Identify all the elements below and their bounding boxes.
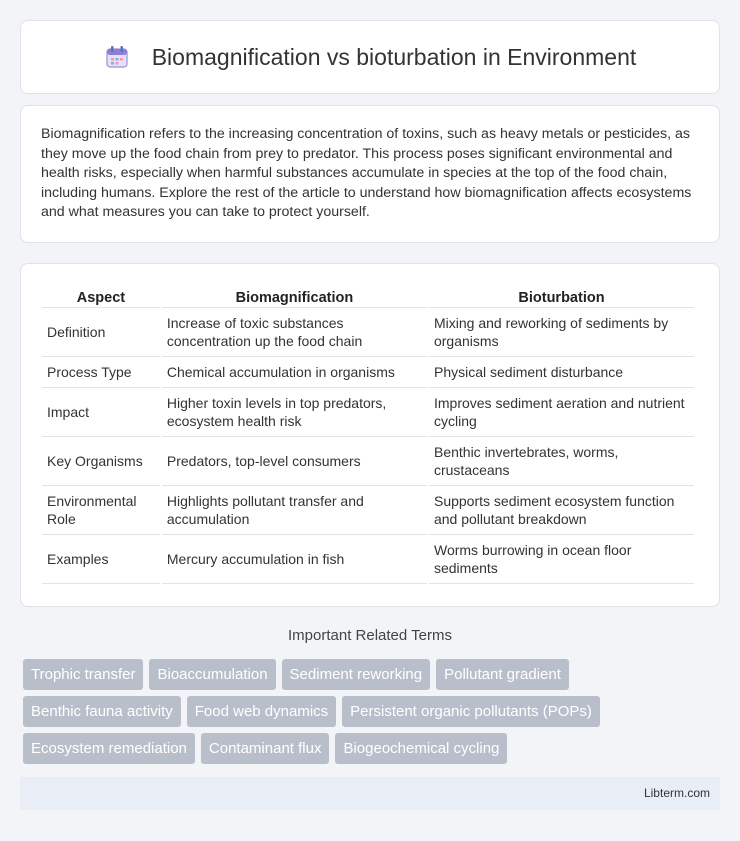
row-bioturbation: Supports sediment ecosystem function and pollutant breakdown xyxy=(429,486,694,535)
related-term-tag[interactable]: Sediment reworking xyxy=(282,659,431,690)
table-row xyxy=(42,535,694,584)
column-header-bioturbation: Bioturbation xyxy=(429,280,694,308)
related-term-tag[interactable]: Biogeochemical cycling xyxy=(335,733,507,764)
related-terms-list xyxy=(23,659,723,770)
table-row xyxy=(42,357,694,388)
tag-row xyxy=(23,659,723,690)
column-header-biomagnification: Biomagnification xyxy=(162,280,427,308)
intro-text: Biomagnification refers to the increasing concentration of toxins, such as heavy metals or pesticides, as they move up the food chain from prey to predator. This process poses significant environmental and health risks, especially when harmful substances accumulate in species at the top of the food chain, including humans. Explore the rest of the article to understand how biomagnification affects ecosystems and what measures you can take to protect yourself. xyxy=(41,126,692,221)
row-aspect: Environmental Role xyxy=(42,486,160,535)
table-row xyxy=(42,486,694,535)
row-bioturbation: Worms burrowing in ocean floor sediments xyxy=(429,535,694,584)
row-aspect: Examples xyxy=(42,535,160,584)
tag-row xyxy=(23,696,723,727)
row-bioturbation: Mixing and reworking of sediments by organisms xyxy=(429,308,694,357)
column-header-aspect: Aspect xyxy=(42,280,160,308)
intro-section xyxy=(20,105,720,243)
related-term-tag[interactable]: Persistent organic pollutants (POPs) xyxy=(342,696,600,727)
table-row xyxy=(42,308,694,357)
table-row xyxy=(42,388,694,437)
row-bioturbation: Benthic invertebrates, worms, crustaceans xyxy=(429,437,694,486)
tag-row xyxy=(23,733,723,764)
row-bioturbation: Improves sediment aeration and nutrient cycling xyxy=(429,388,694,437)
calendar-icon xyxy=(104,44,130,70)
related-terms-title: Important Related Terms xyxy=(288,627,452,644)
comparison-table-card xyxy=(20,263,720,607)
row-aspect: Key Organisms xyxy=(42,437,160,486)
comparison-table xyxy=(40,280,696,584)
table-header-row xyxy=(42,280,694,308)
row-biomagnification: Highlights pollutant transfer and accumulation xyxy=(162,486,427,535)
row-biomagnification: Increase of toxic substances concentration up the food chain xyxy=(162,308,427,357)
related-term-tag[interactable]: Pollutant gradient xyxy=(436,659,569,690)
row-aspect: Impact xyxy=(42,388,160,437)
related-term-tag[interactable]: Ecosystem remediation xyxy=(23,733,195,764)
related-term-tag[interactable]: Bioaccumulation xyxy=(149,659,275,690)
related-term-tag[interactable]: Benthic fauna activity xyxy=(23,696,181,727)
footer-site-link[interactable]: Libterm.com xyxy=(643,786,710,800)
related-term-tag[interactable]: Trophic transfer xyxy=(23,659,143,690)
row-aspect: Process Type xyxy=(42,357,160,388)
row-bioturbation: Physical sediment disturbance xyxy=(429,357,694,388)
page-header xyxy=(20,20,720,94)
row-aspect: Definition xyxy=(42,308,160,357)
page-title: Biomagnification vs bioturbation in Environment xyxy=(151,43,637,70)
footer xyxy=(20,777,720,810)
row-biomagnification: Mercury accumulation in fish xyxy=(162,535,427,584)
related-term-tag[interactable]: Contaminant flux xyxy=(201,733,330,764)
row-biomagnification: Higher toxin levels in top predators, ecosystem health risk xyxy=(162,388,427,437)
row-biomagnification: Predators, top-level consumers xyxy=(162,437,427,486)
row-biomagnification: Chemical accumulation in organisms xyxy=(162,357,427,388)
table-row xyxy=(42,437,694,486)
related-term-tag[interactable]: Food web dynamics xyxy=(187,696,336,727)
